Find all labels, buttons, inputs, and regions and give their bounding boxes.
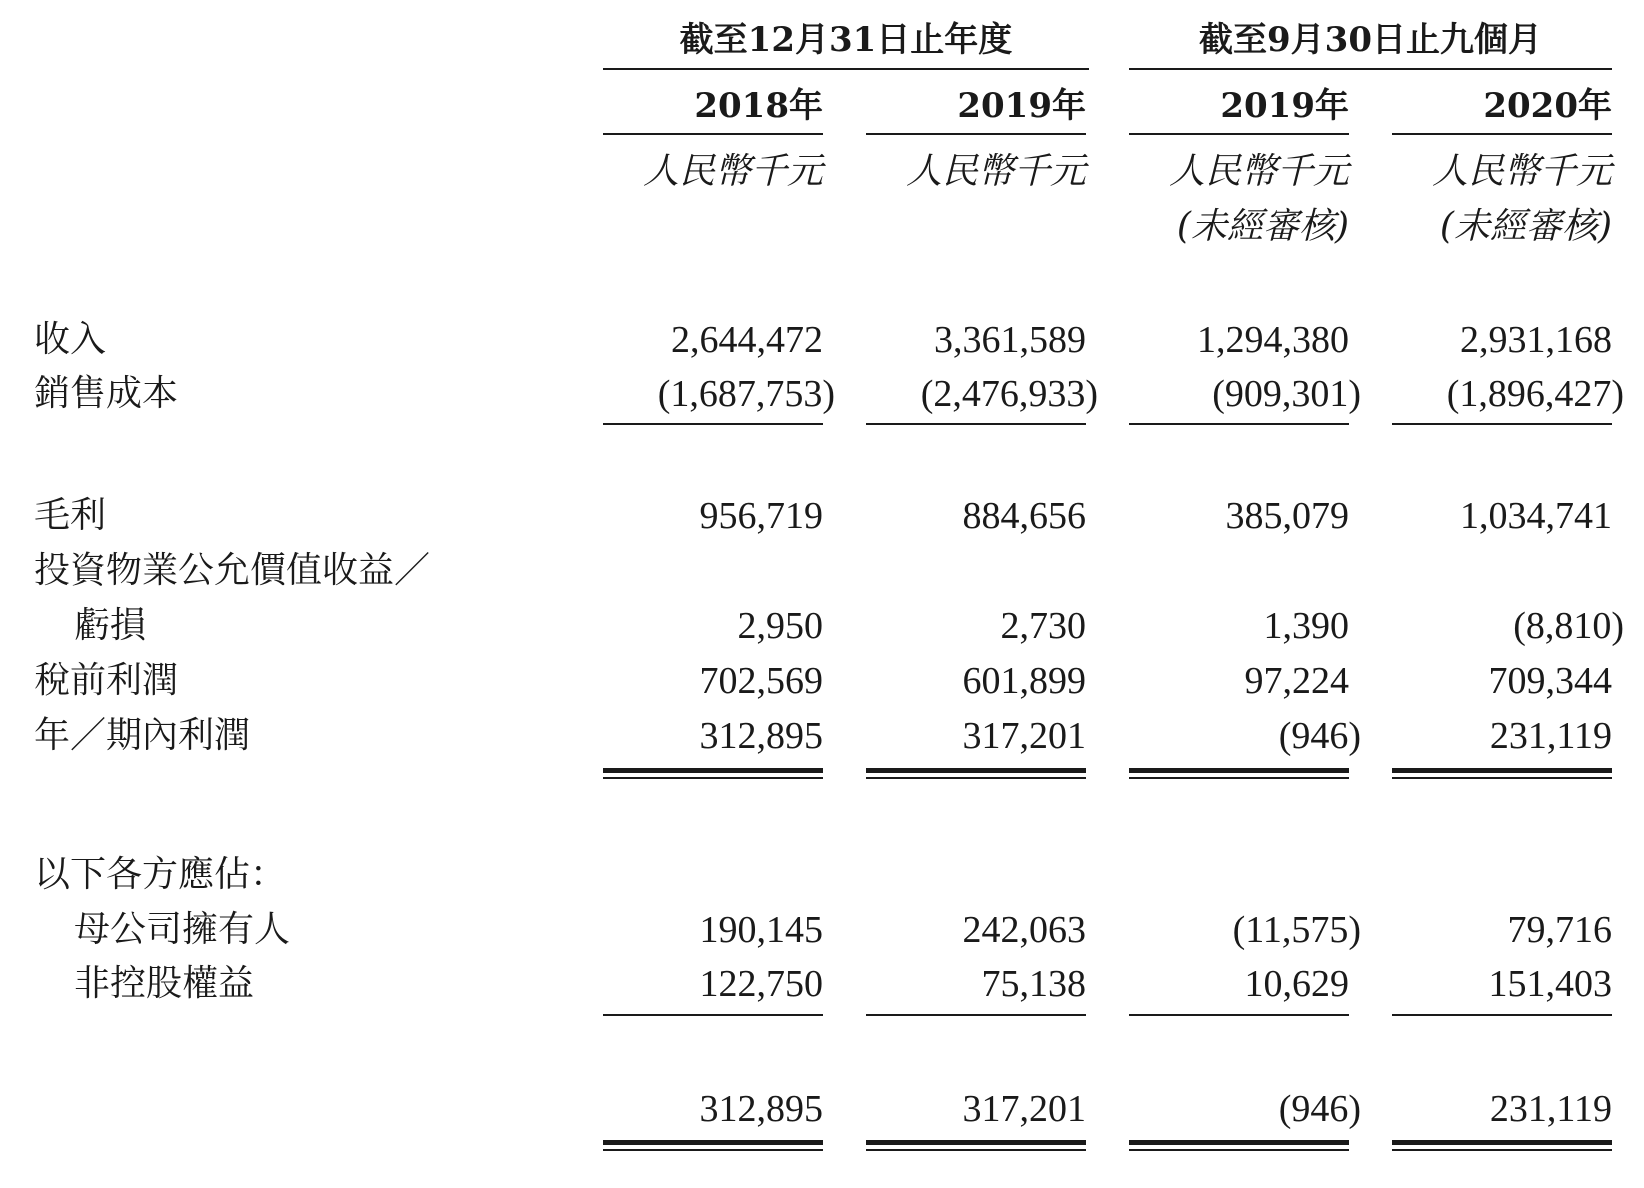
cell-gross-profit-2019-9m: 385,079 [1225,495,1349,537]
row-label-owners-of-parent: 母公司擁有人 [74,909,291,950]
cell-profit-2019-9m: (946) [1278,715,1361,757]
total-double-rule [603,1149,823,1151]
total-double-rule [1129,1140,1349,1145]
cell-revenue-2019-9m: 1,294,380 [1197,319,1349,361]
year-header: 2019年 [957,86,1086,126]
row-label-cost-of-sales: 銷售成本 [34,373,179,414]
subtotal-rule [1129,423,1349,425]
cell-fair-value-2020-9m: (8,810) [1513,605,1624,647]
period-header-rule [1129,68,1612,70]
row-label-fair-value-gain: 投資物業公允價值收益／ [34,550,431,591]
total-double-rule [866,768,1086,773]
unit-label: 人民幣千元 [1168,151,1349,192]
cell-revenue-2019: 3,361,589 [934,319,1086,361]
total-double-rule [1129,768,1349,773]
cell-cost-of-sales-2018: (1,687,753) [657,373,835,415]
year-header-rule [1129,133,1349,135]
cell-total-2019: 317,201 [962,1088,1086,1130]
row-label-attributable-to: 以下各方應佔： [34,854,287,895]
cell-nci-2019: 75,138 [981,963,1086,1005]
row-label-profit-for-period: 年／期內利潤 [34,715,251,756]
cell-total-2020-9m: 231,119 [1489,1088,1612,1130]
cell-gross-profit-2019: 884,656 [962,495,1086,537]
year-header-rule [866,133,1086,135]
row-label-revenue: 收入 [34,319,107,360]
subtotal-rule [603,423,823,425]
cell-gross-profit-2018: 956,719 [699,495,823,537]
total-double-rule [1129,1149,1349,1151]
total-double-rule [1392,1149,1612,1151]
total-double-rule [1392,768,1612,773]
period-header-rule [603,68,1089,70]
unit-label: 人民幣千元 [905,151,1086,192]
cell-fair-value-2018: 2,950 [737,605,823,647]
year-header-rule [1392,133,1612,135]
cell-profit-2019: 317,201 [962,715,1086,757]
total-double-rule [603,768,823,773]
cell-revenue-2020-9m: 2,931,168 [1460,319,1612,361]
year-header: 2018年 [694,86,823,126]
cell-pbt-2018: 702,569 [699,660,823,702]
cell-cost-of-sales-2020-9m: (1,896,427) [1446,373,1624,415]
unaudited-note: (未經審核) [1176,206,1349,247]
cell-cost-of-sales-2019-9m: (909,301) [1212,373,1361,415]
cell-fair-value-2019: 2,730 [1000,605,1086,647]
cell-gross-profit-2020-9m: 1,034,741 [1460,495,1612,537]
total-double-rule [603,1140,823,1145]
cell-owners-2019-9m: (11,575) [1232,909,1361,951]
unit-label: 人民幣千元 [1431,151,1612,192]
cell-nci-2019-9m: 10,629 [1244,963,1349,1005]
cell-cost-of-sales-2019: (2,476,933) [920,373,1098,415]
total-double-rule [603,777,823,779]
subtotal-rule [866,1014,1086,1016]
subtotal-rule [866,423,1086,425]
period-header-nine-months: 截至9月30日止九個月 [1199,20,1542,60]
year-header: 2019年 [1220,86,1349,126]
row-label-fair-value-loss: 虧損 [74,605,147,646]
cell-profit-2020-9m: 231,119 [1489,715,1612,757]
cell-profit-2018: 312,895 [699,715,823,757]
total-double-rule [1392,1140,1612,1145]
total-double-rule [1392,777,1612,779]
year-header-rule [603,133,823,135]
cell-pbt-2020-9m: 709,344 [1488,660,1612,702]
period-header-full-year: 截至12月31日止年度 [679,20,1013,60]
year-header: 2020年 [1483,86,1612,126]
total-double-rule [1129,777,1349,779]
row-label-gross-profit: 毛利 [34,495,107,536]
subtotal-rule [1392,423,1612,425]
cell-fair-value-2019-9m: 1,390 [1263,605,1349,647]
subtotal-rule [603,1014,823,1016]
unaudited-note: (未經審核) [1439,206,1612,247]
subtotal-rule [1392,1014,1612,1016]
subtotal-rule [1129,1014,1349,1016]
row-label-profit-before-tax: 稅前利潤 [34,660,179,701]
total-double-rule [866,1149,1086,1151]
cell-total-2019-9m: (946) [1278,1088,1361,1130]
cell-owners-2020-9m: 79,716 [1507,909,1612,951]
unit-label: 人民幣千元 [642,151,823,192]
total-double-rule [866,777,1086,779]
cell-revenue-2018: 2,644,472 [671,319,823,361]
cell-pbt-2019: 601,899 [962,660,1086,702]
cell-pbt-2019-9m: 97,224 [1244,660,1349,702]
cell-total-2018: 312,895 [699,1088,823,1130]
cell-nci-2018: 122,750 [699,963,823,1005]
cell-owners-2018: 190,145 [699,909,823,951]
row-label-non-controlling: 非控股權益 [74,963,255,1004]
cell-owners-2019: 242,063 [962,909,1086,951]
cell-nci-2020-9m: 151,403 [1488,963,1612,1005]
total-double-rule [866,1140,1086,1145]
